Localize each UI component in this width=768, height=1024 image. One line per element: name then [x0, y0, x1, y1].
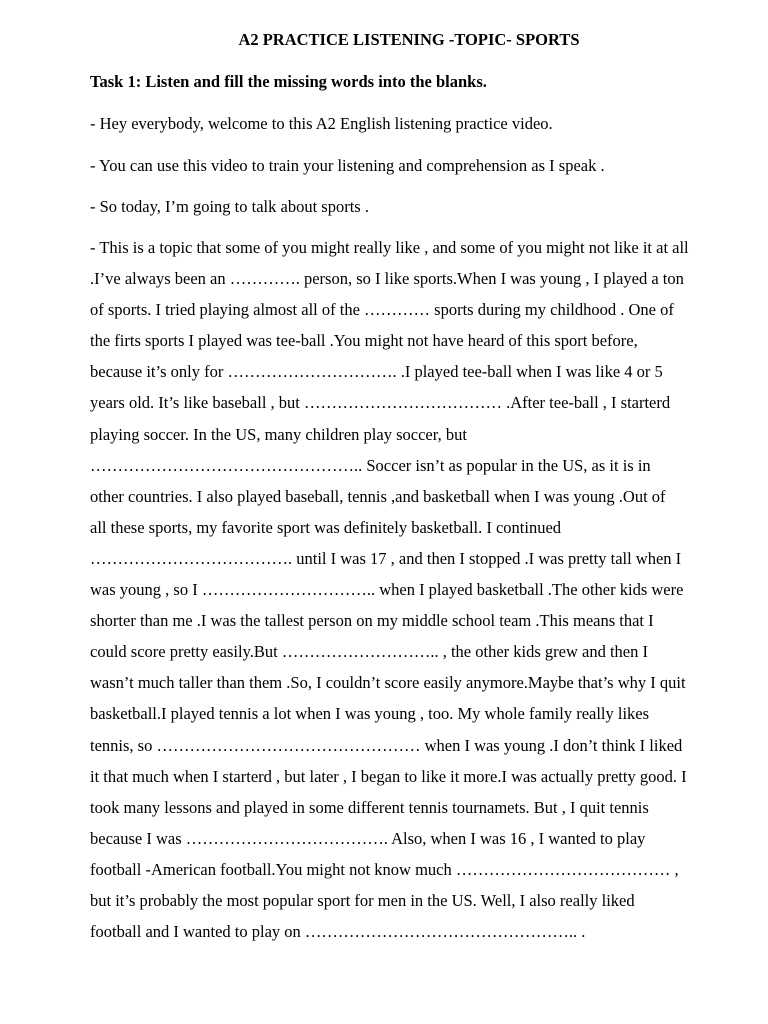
body-line: of sports. I tried playing almost all of the ………… sports during my childhood . One of — [90, 300, 674, 320]
body-line: tennis, so ………………………………………… when I was young .I don’t think I liked — [90, 735, 683, 755]
body-line: playing soccer. In the US, many children play soccer, but — [90, 424, 467, 444]
body-line: basketball.I played tennis a lot when I was young , too. My whole family really likes — [90, 704, 650, 724]
body-line: because it’s only for …………………………. .I played tee-ball when I was like 4 or 5 — [90, 362, 663, 382]
body-line: ………………………………. until I was 17 , and then I stopped .I was pretty tall when I — [90, 548, 682, 568]
intro-line: - You can use this video to train your listening and comprehension as I speak . — [90, 156, 605, 175]
body-paragraph — [90, 237, 740, 952]
body-line: shorter than me .I was the tallest person on my middle school team .This means that I — [90, 611, 654, 631]
body-line: all these sports, my favorite sport was definitely basketball. I continued — [90, 517, 562, 537]
body-line: the firts sports I played was tee-ball .You might not have heard of this sport before, — [90, 331, 638, 351]
body-line: because I was ………………………………. Also, when I was 16 , I wanted to play — [90, 828, 646, 848]
body-line: wasn’t much taller than them .So, I couldn’t score easily anymore.Maybe that’s why I quit — [90, 673, 686, 693]
body-line: but it’s probably the most popular sport for men in the US. Well, I also really liked — [90, 890, 635, 910]
body-line: took many lessons and played in some different tennis tournamets. But , I quit tennis — [90, 797, 649, 817]
body-line: football and I wanted to play on ………………………………………….. . — [90, 922, 586, 942]
body-line: years old. It’s like baseball , but ……………………………… .After tee-ball , I starterd — [90, 393, 671, 413]
body-line: - This is a topic that some of you might really like , and some of you might not like it at all — [90, 238, 689, 257]
body-line: other countries. I also played baseball, tennis ,and basketball when I was young .Out of — [90, 486, 666, 506]
body-line: football -American football.You might not know much ………………………………… , — [90, 859, 679, 879]
body-line: could score pretty easily.But ……………………….. , the other kids grew and then I — [90, 642, 648, 662]
body-line: ………………………………………….. Soccer isn’t as popular in the US, as it is in — [90, 455, 651, 475]
body-line: .I’ve always been an …………. person, so I like sports.When I was young , I played a ton — [90, 269, 684, 289]
document-title: A2 PRACTICE LISTENING -TOPIC- SPORTS — [238, 30, 580, 49]
intro-line: - So today, I’m going to talk about sports . — [90, 197, 369, 216]
body-line: was young , so I ………………………….. when I played basketball .The other kids were — [90, 580, 684, 600]
task-heading: Task 1: Listen and fill the missing words into the blanks. — [90, 72, 487, 91]
body-line: it that much when I starterd , but later , I began to like it more.I was actually pretty good. I — [90, 766, 687, 786]
intro-line: - Hey everybody, welcome to this A2 English listening practice video. — [90, 114, 553, 133]
